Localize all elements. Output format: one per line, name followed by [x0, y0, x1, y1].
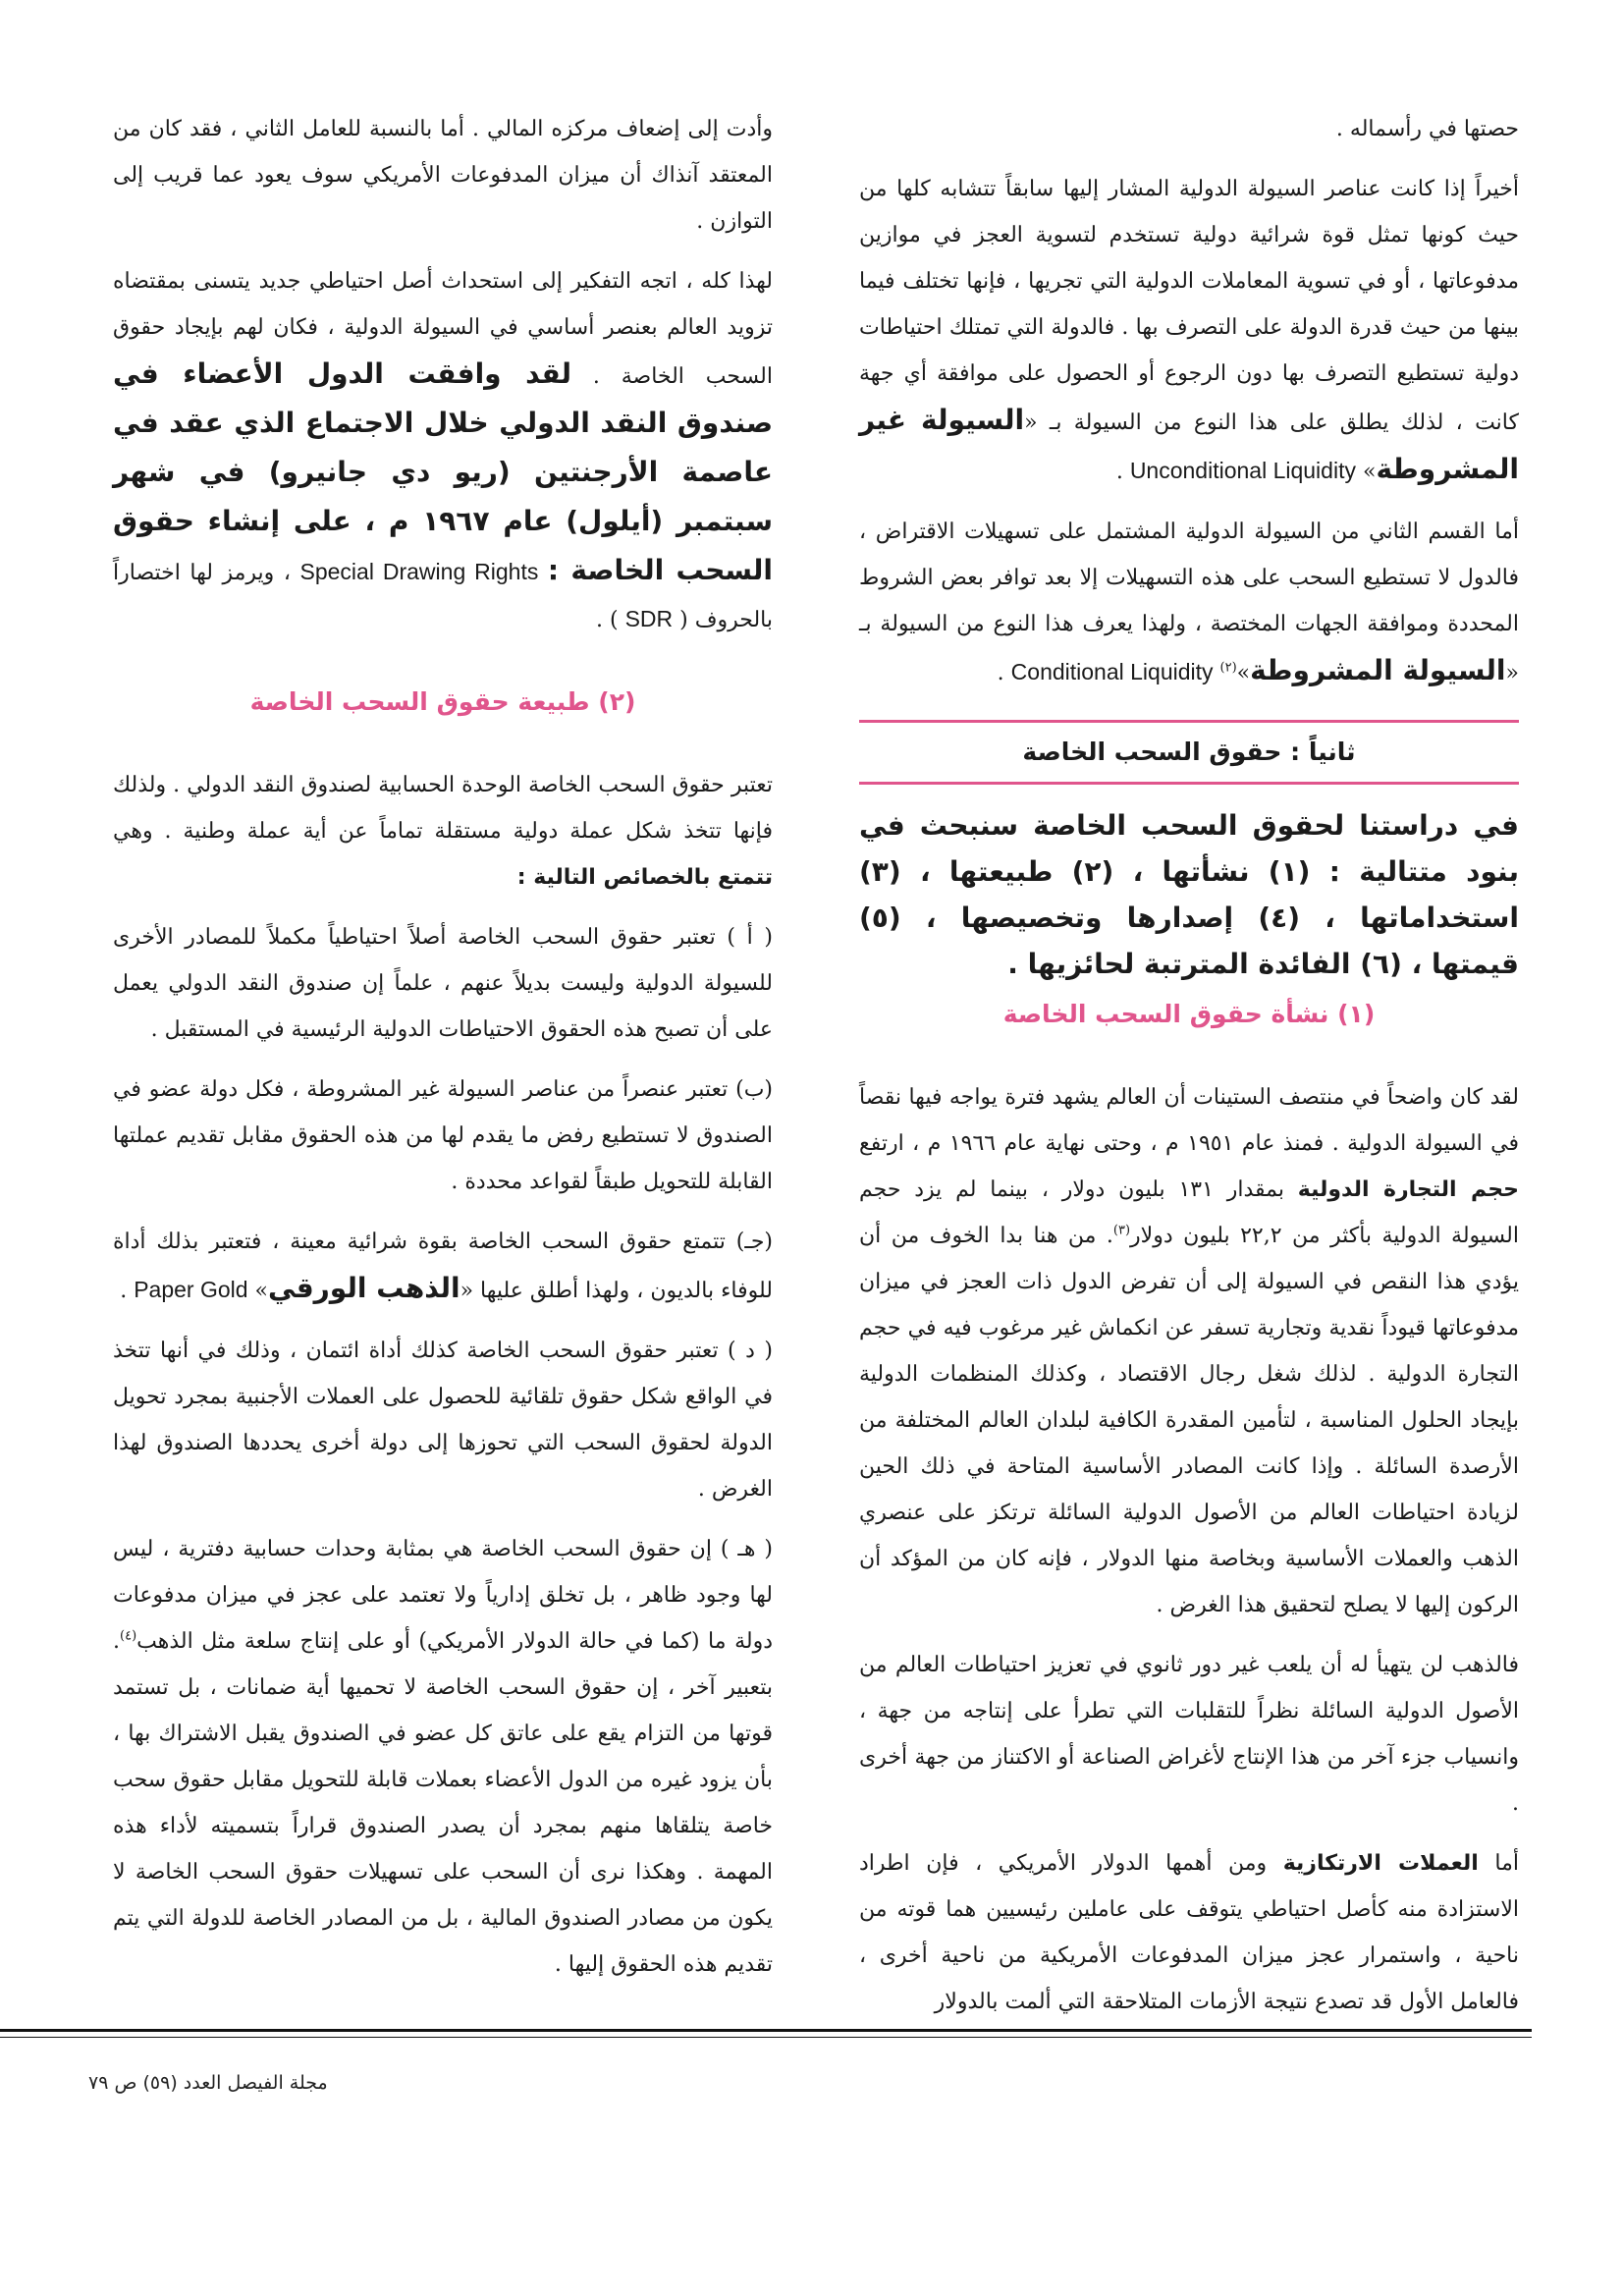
footnote-ref: (٣) — [1112, 1223, 1131, 1238]
bold-term: السيولة المشروطة — [1250, 654, 1506, 686]
list-item: ( أ ) تعتبر حقوق السحب الخاصة أصلاً احتياطياً مكملاً للمصادر الأخرى للسيولة الدولية وليست بديلاً عنهم ، علماً إن صندوق النقد الدولي يعمل على أن تصبح هذه الحقوق الاحتياطات الدولية الرئيسية في المستقبل . — [113, 925, 773, 1042]
paragraph: حصتها في رأسماله . — [1335, 117, 1519, 141]
paragraph: أما العملات الارتكازية ومن أهمها الدولار الأمريكي ، فإن اطراد الاستزادة منه كأصل احتياطي يتوقف على عاملين رئيسيين هما قوته من ناحية ، واستمرار عجز ميزان المدفوعات الأمريكية من ناحية أخرى ، فالعامل الأول قد تصدع نتيجة الأزمات المتلاحقة التي ألمت بالدولار — [859, 1851, 1519, 2014]
section-title: ثانياً : حقوق السحب الخاصة — [859, 720, 1519, 785]
bold-term: السيولة غير المشروطة — [859, 404, 1519, 485]
right-column — [859, 106, 1519, 2039]
list-item: (جـ) تتمتع حقوق السحب الخاصة بقوة شرائية معينة ، فتعتبر بذلك أداة للوفاء بالديون ، ولهذا أطلق عليها «الذهب الورقي» Paper Gold . — [113, 1230, 773, 1304]
section-intro: في دراستنا لحقوق السحب الخاصة سنبحث في بنود متتالية : (١) نشأتها ، (٢) طبيعتها ، (٣) استخداماتها ، (٤) إصدارها وتخصيصها ، (٥) قيمتها ، (٦) الفائدة المترتبة لحائزيها . — [859, 809, 1519, 980]
subheading: (١) نشأة حقوق السحب الخاصة — [1002, 1000, 1376, 1028]
list-item: ( هـ ) إن حقوق السحب الخاصة هي بمثابة وحدات حسابية دفترية ، ليس لها وجود ظاهر ، بل تخلق إدارياً ولا تعتمد على عجز في ميزان مدفوعات دولة ما (كما في حالة الدولار الأمريكي) أو على إنتاج سلعة مثل الذهب$^{(٤)}$. بتعبير آخر ، إن حقوق السحب الخاصة لا تحميها أية ضمانات ، بل تستمد قوتها من التزام يقع على عاتق كل عضو في الصندوق يقبل الاشتراك بها ، بأن يزود غيره من الدول الأعضاء بعملات قابلة للتحويل مقابل حقوق سحب خاصة يتلقاها منهم بمجرد أن يصدر الصندوق قراراً بتسميته لأداء هذه المهمة . وهكذا نرى أن السحب على تسهيلات حقوق السحب الخاصة لا يكون من مصادر الصندوق المالية ، بل من المصادر الخاصة للدولة التي يتم تقديم هذه الحقوق إليها . — [113, 1537, 773, 1977]
paragraph: لهذا كله ، اتجه التفكير إلى استحداث أصل احتياطي جديد يتسنى بمقتضاه تزويد العالم بعنصر أساسي في السيولة الدولية ، فكان لهم بإيجاد حقوق السحب الخاصة . لقد وافقت الدول الأعضاء في صندوق النقد الدولي خلال الاجتماع الذي عقد في عاصمة الأرجنتين (ريو دي جانيرو) في شهر سبتمبر (أيلول) عام ١٩٦٧ م ، على إنشاء حقوق السحب الخاصة : Special Drawing Rights ، ويرمز لها اختصاراً بالحروف ( SDR ) . — [113, 269, 774, 632]
footnote-ref: (٤) — [120, 1628, 137, 1644]
paragraph: أما القسم الثاني من السيولة الدولية المشتمل على تسهيلات الاقتراض ، فالدول لا تستطيع السحب على هذه التسهيلات إلا بعد توافر بعض الشروط المحددة وموافقة الجهات المختصة ، ولهذا يعرف هذا النوع من السيولة بـ «السيولة المشروطة»$^{(٢)}$ Conditional Liquidity . — [859, 519, 1519, 686]
footnote-ref: (٢) — [1219, 660, 1237, 676]
paragraph: فالذهب لن يتهيأ له أن يلعب غير دور ثانوي في تعزيز احتياطات العالم من الأصول الدولية السائلة نظراً للتقلبات التي تطرأ على إنتاجه من جهة ، وانسياب جزء آخر من هذا الإنتاج لأغراض الصناعة أو الاكتناز من جهة أخرى . — [859, 1653, 1519, 1816]
left-column — [113, 106, 773, 2001]
subheading: (٢) طبيعة حقوق السحب الخاصة — [249, 687, 636, 716]
bold-statement: لقد وافقت الدول الأعضاء في صندوق النقد الدولي خلال الاجتماع الذي عقد في عاصمة الأرجنتين (ريو دي جانيرو) في شهر سبتمبر (أيلول) عام ١٩٦٧ م ، على إنشاء حقوق السحب الخاصة : — [113, 357, 774, 586]
paragraph: أخيراً إذا كانت عناصر السيولة الدولية المشار إليها سابقاً تتشابه كلها من حيث كونها تمثل قوة شرائية دولية تستخدم لتسوية العجز في موازين مدفوعاتها ، أو في تسوية المعاملات الدولية التي تجريها ، فإنها تختلف فيما بينها من حيث قدرة الدولة على التصرف بها . فالدولة التي تمتلك احتياطات دولية تستطيع التصرف بها دون الرجوع أو الحصول على موافقة أي جهة كانت ، لذلك يطلق على هذا النوع من السيولة بـ «السيولة غير المشروطة» Unconditional Liquidity . — [859, 177, 1519, 485]
page-footer: مجلة الفيصل العدد (٥٩) ص ٧٩ — [88, 2072, 328, 2094]
list-item: ( د ) تعتبر حقوق السحب الخاصة كذلك أداة ائتمان ، وذلك في أنها تتخذ في الواقع شكل حقوق تلقائية للحصول على العملات الأجنبية بمجرد تحويل الدولة لحقوق السحب التي تحوزها إلى دولة أخرى يحددها الصندوق لهذا الغرض . — [113, 1339, 773, 1502]
paragraph: لقد كان واضحاً في منتصف الستينات أن العالم يشهد فترة يواجه فيها نقصاً في السيولة الدولية . فمنذ عام ١٩٥١ م ، وحتى نهاية عام ١٩٦٦ م ، ارتفع حجم التجارة الدولية بمقدار ١٣١ بليون دولار ، بينما لم يزد حجم السيولة الدولية بأكثر من ٢٢,٢ بليون دولار$^{(٣)}$. من هنا بدا الخوف من أن يؤدي هذا النقص في السيولة إلى أن تفرض الدول ذات العجز في ميزان مدفوعاتها قيوداً نقدية وتجارية تسفر عن انكماش غير مرغوب فيه في حجم التجارة الدولية . لذلك شغل رجال الاقتصاد ، وكذلك المنظمات الدولية بإيجاد الحلول المناسبة ، لتأمين المقدرة الكافية لبلدان العالم المختلفة من الأرصدة السائلة . وإذا كانت المصادر الأساسية المتاحة في ذلك الحين لزيادة احتياطات العالم من الأصول الدولية السائلة ترتكز على عنصري الذهب والعملات الأساسية وبخاصة منها الدولار ، فإنه كان من المؤكد أن الركون إليها لا يصلح لتحقيق هذا الغرض . — [859, 1085, 1520, 1617]
footer-rule-thick — [0, 2029, 1532, 2032]
list-item: (ب) تعتبر عنصراً من عناصر السيولة غير المشروطة ، فكل دولة عضو في الصندوق لا تستطيع رفض ما يقدم لها من هذه الحقوق مقابل تقديم عملتها القابلة للتحويل طبقاً لقواعد محددة . — [113, 1077, 773, 1194]
paragraph: وأدت إلى إضعاف مركزه المالي . أما بالنسبة للعامل الثاني ، فقد كان من المعتقد آنذاك أن ميزان المدفوعات الأمريكي سوف يعود عما قريب إلى التوازن . — [113, 117, 773, 234]
paragraph: تعتبر حقوق السحب الخاصة الوحدة الحسابية لصندوق النقد الدولي . ولذلك فإنها تتخذ شكل عملة دولية مستقلة تماماً عن أية عملة وطنية . وهي تتمتع بالخصائص التالية : — [113, 773, 773, 890]
footer-rule-thin — [0, 2037, 1532, 2038]
